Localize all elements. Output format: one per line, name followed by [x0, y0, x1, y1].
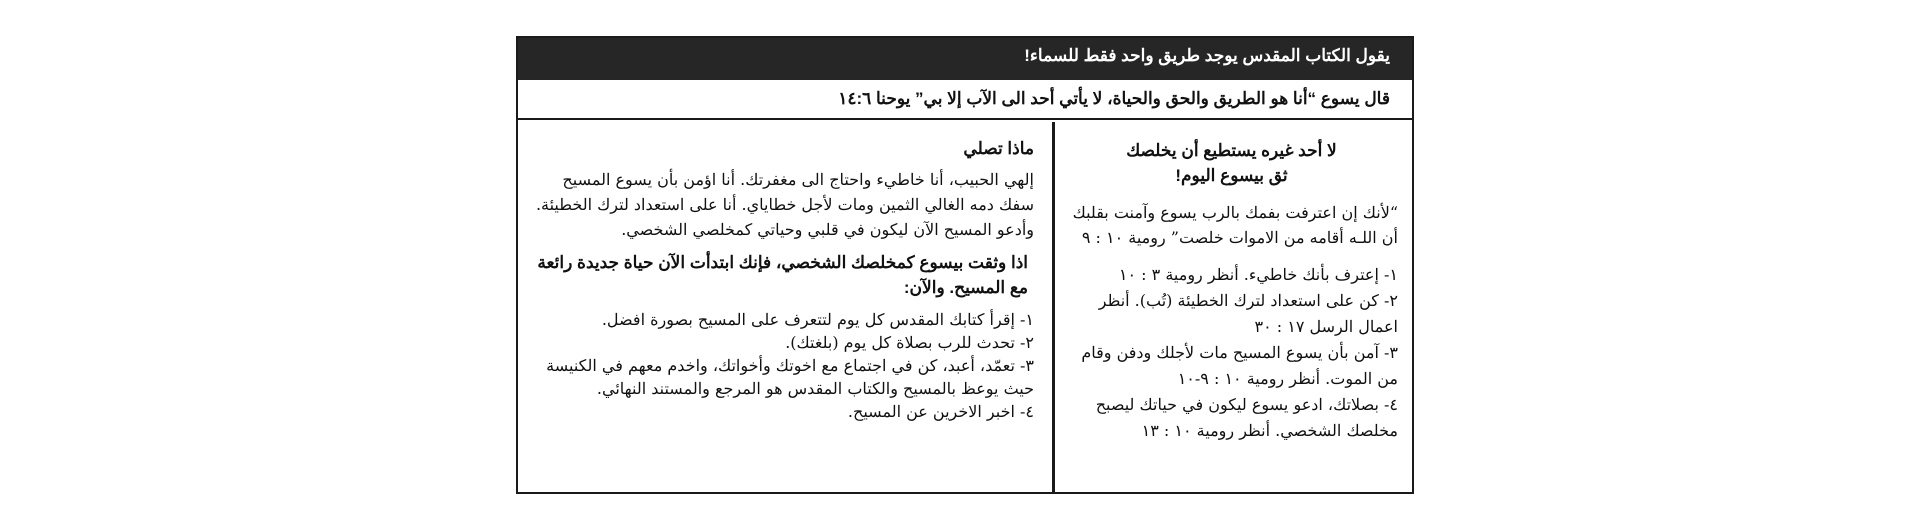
- step-item: ٣- آمن بأن يسوع المسيح مات لأجلك ودفن وقام من الموت. أنظر رومية ١٠ : ٩-١٠: [1081, 343, 1398, 388]
- list-item: ٣- تعمّد، أعبد، كن في اجتماع مع اخوتك وأخواتك، واخدم معهم في الكنيسة حيث يوعظ بالمسيح والكتاب المقدس هو المرجع والمستند النهائي.: [546, 356, 1034, 398]
- romans-quote: “لأنك إن اعترفت بفمك بالرب يسوع وآمنت بقلبك أن اللـه أقامه من الاموات خلصت” رومية ١٠ : ٩: [1072, 203, 1398, 247]
- right-title-line1: لا أحد غيره يستطيع أن يخلصك: [1126, 141, 1337, 160]
- list-item: ١- إقرأ كتابك المقدس كل يوم لتتعرف على المسيح بصورة افضل.: [601, 310, 1034, 329]
- list-item: ٢- تحدث للرب بصلاة كل يوم (بلغتك).: [785, 333, 1034, 352]
- tract-header: يقول الكتاب المقدس يوجد طريق واحد فقط للسماء!: [518, 38, 1412, 80]
- step-item: ٢- كن على استعداد لترك الخطيئة (تُب). أنظر اعمال الرسل ١٧ : ٣٠: [1098, 291, 1398, 336]
- verse-line: قال يسوع “أنا هو الطريق والحق والحياة، لا يأتي أحد الى الآب إلا بي” يوحنا ١٤:٦: [518, 80, 1412, 120]
- new-life-paragraph: اذا وثقت بيسوع كمخلصك الشخصي، فإنك ابتدأت الآن حياة جديدة رائعة مع المسيح. والآن:: [537, 253, 1028, 297]
- list-item: ٤- اخبر الاخرين عن المسيح.: [847, 402, 1034, 421]
- step-item: ١- إعترف بأنك خاطيء. أنظر رومية ٣ : ١٠: [1118, 265, 1398, 284]
- right-title-line2: ثق بيسوع اليوم!: [1175, 166, 1288, 185]
- tract-columns: [518, 122, 1412, 492]
- step-item: ٤- بصلاتك، ادعو يسوع ليكون في حياتك ليصبح مخلصك الشخصي. أنظر رومية ١٠ : ١٣: [1095, 395, 1398, 440]
- gospel-tract-panel: [516, 36, 1414, 494]
- left-column: [518, 122, 1055, 492]
- prayer-text: إلهي الحبيب، أنا خاطيء واحتاج الى مغفرتك. أنا اؤمن بأن يسوع المسيح سفك دمه الغالي الثمين ومات لأجل خطاياي. أنا على استعداد لترك الخطيئة. وأدعو المسيح الآن ليكون في قلبي وحياتي كمخلصي الشخصي.: [535, 170, 1034, 239]
- right-column: [1055, 122, 1412, 492]
- prayer-title: ماذا تصلي: [963, 139, 1034, 158]
